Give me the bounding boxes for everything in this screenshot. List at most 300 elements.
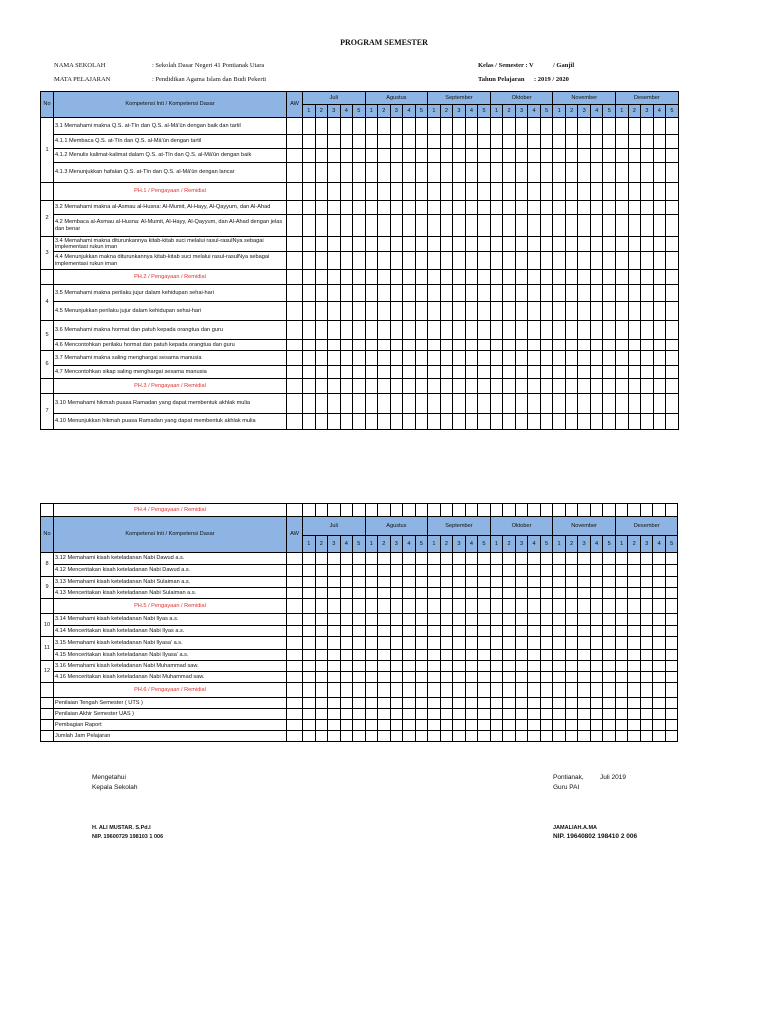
schedule-cell[interactable] <box>465 340 478 351</box>
schedule-cell[interactable] <box>303 599 316 614</box>
schedule-cell[interactable] <box>653 709 666 720</box>
schedule-cell[interactable] <box>390 163 403 183</box>
schedule-cell[interactable] <box>428 577 441 588</box>
schedule-cell[interactable] <box>503 183 516 201</box>
schedule-cell[interactable] <box>378 285 391 302</box>
schedule-cell[interactable] <box>578 565 591 577</box>
schedule-cell[interactable] <box>353 285 366 302</box>
schedule-cell[interactable] <box>515 709 528 720</box>
schedule-cell[interactable] <box>515 504 528 517</box>
schedule-cell[interactable] <box>553 394 566 414</box>
schedule-cell[interactable] <box>565 731 578 742</box>
schedule-cell[interactable] <box>640 661 653 672</box>
schedule-cell[interactable] <box>665 626 678 637</box>
schedule-cell[interactable] <box>565 321 578 340</box>
schedule-cell[interactable] <box>390 553 403 565</box>
schedule-cell[interactable] <box>490 201 503 215</box>
schedule-cell[interactable] <box>478 720 491 731</box>
schedule-cell[interactable] <box>653 183 666 201</box>
schedule-cell[interactable] <box>390 270 403 285</box>
schedule-cell[interactable] <box>287 366 303 379</box>
schedule-cell[interactable] <box>565 215 578 237</box>
schedule-cell[interactable] <box>390 302 403 321</box>
schedule-cell[interactable] <box>540 614 553 626</box>
schedule-cell[interactable] <box>540 252 553 270</box>
schedule-cell[interactable] <box>540 163 553 183</box>
schedule-cell[interactable] <box>428 394 441 414</box>
schedule-cell[interactable] <box>353 379 366 394</box>
schedule-cell[interactable] <box>465 270 478 285</box>
schedule-cell[interactable] <box>540 698 553 709</box>
schedule-cell[interactable] <box>465 252 478 270</box>
schedule-cell[interactable] <box>603 588 616 599</box>
schedule-cell[interactable] <box>565 504 578 517</box>
schedule-cell[interactable] <box>515 672 528 683</box>
schedule-cell[interactable] <box>365 270 378 285</box>
schedule-cell[interactable] <box>553 135 566 149</box>
schedule-cell[interactable] <box>403 731 416 742</box>
schedule-cell[interactable] <box>590 285 603 302</box>
schedule-cell[interactable] <box>628 394 641 414</box>
schedule-cell[interactable] <box>365 183 378 201</box>
schedule-cell[interactable] <box>287 351 303 366</box>
schedule-cell[interactable] <box>465 237 478 252</box>
schedule-cell[interactable] <box>303 698 316 709</box>
schedule-cell[interactable] <box>528 201 541 215</box>
schedule-cell[interactable] <box>528 588 541 599</box>
schedule-cell[interactable] <box>490 599 503 614</box>
schedule-cell[interactable] <box>503 504 516 517</box>
schedule-cell[interactable] <box>403 565 416 577</box>
schedule-cell[interactable] <box>666 237 679 252</box>
schedule-cell[interactable] <box>365 626 378 637</box>
schedule-cell[interactable] <box>465 135 478 149</box>
schedule-cell[interactable] <box>590 637 603 650</box>
schedule-cell[interactable] <box>490 637 503 650</box>
schedule-cell[interactable] <box>590 661 603 672</box>
schedule-cell[interactable] <box>666 135 679 149</box>
schedule-cell[interactable] <box>528 237 541 252</box>
schedule-cell[interactable] <box>403 637 416 650</box>
schedule-cell[interactable] <box>390 731 403 742</box>
schedule-cell[interactable] <box>378 118 391 135</box>
schedule-cell[interactable] <box>478 709 491 720</box>
schedule-cell[interactable] <box>553 183 566 201</box>
schedule-cell[interactable] <box>328 351 341 366</box>
schedule-cell[interactable] <box>390 650 403 661</box>
schedule-cell[interactable] <box>353 340 366 351</box>
schedule-cell[interactable] <box>440 183 453 201</box>
schedule-cell[interactable] <box>528 149 541 163</box>
schedule-cell[interactable] <box>603 183 616 201</box>
schedule-cell[interactable] <box>628 661 641 672</box>
schedule-cell[interactable] <box>565 252 578 270</box>
schedule-cell[interactable] <box>665 504 678 517</box>
schedule-cell[interactable] <box>653 414 666 430</box>
schedule-cell[interactable] <box>340 599 353 614</box>
schedule-cell[interactable] <box>428 683 441 698</box>
schedule-cell[interactable] <box>465 588 478 599</box>
schedule-cell[interactable] <box>465 650 478 661</box>
schedule-cell[interactable] <box>315 672 328 683</box>
schedule-cell[interactable] <box>353 672 366 683</box>
schedule-cell[interactable] <box>540 683 553 698</box>
schedule-cell[interactable] <box>503 698 516 709</box>
schedule-cell[interactable] <box>553 504 566 517</box>
schedule-cell[interactable] <box>415 720 428 731</box>
schedule-cell[interactable] <box>578 637 591 650</box>
schedule-cell[interactable] <box>628 252 641 270</box>
schedule-cell[interactable] <box>503 201 516 215</box>
schedule-cell[interactable] <box>490 720 503 731</box>
schedule-cell[interactable] <box>578 351 591 366</box>
schedule-cell[interactable] <box>653 340 666 351</box>
schedule-cell[interactable] <box>287 340 303 351</box>
schedule-cell[interactable] <box>616 340 629 351</box>
schedule-cell[interactable] <box>490 321 503 340</box>
schedule-cell[interactable] <box>653 351 666 366</box>
schedule-cell[interactable] <box>353 565 366 577</box>
schedule-cell[interactable] <box>528 650 541 661</box>
schedule-cell[interactable] <box>303 720 316 731</box>
schedule-cell[interactable] <box>403 163 416 183</box>
schedule-cell[interactable] <box>340 285 353 302</box>
schedule-cell[interactable] <box>628 709 641 720</box>
schedule-cell[interactable] <box>315 720 328 731</box>
schedule-cell[interactable] <box>378 215 391 237</box>
schedule-cell[interactable] <box>666 351 679 366</box>
schedule-cell[interactable] <box>565 183 578 201</box>
schedule-cell[interactable] <box>615 588 628 599</box>
schedule-cell[interactable] <box>403 626 416 637</box>
schedule-cell[interactable] <box>378 614 391 626</box>
schedule-cell[interactable] <box>528 118 541 135</box>
schedule-cell[interactable] <box>440 394 453 414</box>
schedule-cell[interactable] <box>640 672 653 683</box>
schedule-cell[interactable] <box>553 302 566 321</box>
schedule-cell[interactable] <box>490 340 503 351</box>
schedule-cell[interactable] <box>303 577 316 588</box>
schedule-cell[interactable] <box>603 252 616 270</box>
schedule-cell[interactable] <box>578 163 591 183</box>
schedule-cell[interactable] <box>640 731 653 742</box>
schedule-cell[interactable] <box>340 553 353 565</box>
schedule-cell[interactable] <box>590 504 603 517</box>
schedule-cell[interactable] <box>503 614 516 626</box>
schedule-cell[interactable] <box>303 661 316 672</box>
schedule-cell[interactable] <box>603 379 616 394</box>
schedule-cell[interactable] <box>515 577 528 588</box>
schedule-cell[interactable] <box>578 504 591 517</box>
schedule-cell[interactable] <box>528 366 541 379</box>
schedule-cell[interactable] <box>365 351 378 366</box>
schedule-cell[interactable] <box>365 163 378 183</box>
schedule-cell[interactable] <box>666 366 679 379</box>
schedule-cell[interactable] <box>453 414 466 430</box>
schedule-cell[interactable] <box>453 565 466 577</box>
schedule-cell[interactable] <box>287 201 303 215</box>
schedule-cell[interactable] <box>340 379 353 394</box>
schedule-cell[interactable] <box>328 626 341 637</box>
schedule-cell[interactable] <box>528 626 541 637</box>
schedule-cell[interactable] <box>528 252 541 270</box>
schedule-cell[interactable] <box>628 201 641 215</box>
schedule-cell[interactable] <box>287 321 303 340</box>
schedule-cell[interactable] <box>328 149 341 163</box>
schedule-cell[interactable] <box>540 626 553 637</box>
schedule-cell[interactable] <box>390 215 403 237</box>
schedule-cell[interactable] <box>287 163 303 183</box>
schedule-cell[interactable] <box>328 302 341 321</box>
schedule-cell[interactable] <box>340 135 353 149</box>
schedule-cell[interactable] <box>440 321 453 340</box>
schedule-cell[interactable] <box>603 504 616 517</box>
schedule-cell[interactable] <box>378 599 391 614</box>
schedule-cell[interactable] <box>478 731 491 742</box>
schedule-cell[interactable] <box>303 201 316 215</box>
schedule-cell[interactable] <box>515 351 528 366</box>
schedule-cell[interactable] <box>578 340 591 351</box>
schedule-cell[interactable] <box>340 650 353 661</box>
schedule-cell[interactable] <box>328 270 341 285</box>
schedule-cell[interactable] <box>640 720 653 731</box>
schedule-cell[interactable] <box>340 118 353 135</box>
schedule-cell[interactable] <box>503 351 516 366</box>
schedule-cell[interactable] <box>578 237 591 252</box>
schedule-cell[interactable] <box>353 650 366 661</box>
schedule-cell[interactable] <box>553 149 566 163</box>
schedule-cell[interactable] <box>440 661 453 672</box>
schedule-cell[interactable] <box>528 565 541 577</box>
schedule-cell[interactable] <box>565 285 578 302</box>
schedule-cell[interactable] <box>616 302 629 321</box>
schedule-cell[interactable] <box>615 661 628 672</box>
schedule-cell[interactable] <box>403 302 416 321</box>
schedule-cell[interactable] <box>528 672 541 683</box>
schedule-cell[interactable] <box>378 135 391 149</box>
schedule-cell[interactable] <box>465 504 478 517</box>
schedule-cell[interactable] <box>353 215 366 237</box>
schedule-cell[interactable] <box>565 614 578 626</box>
schedule-cell[interactable] <box>616 215 629 237</box>
schedule-cell[interactable] <box>415 661 428 672</box>
schedule-cell[interactable] <box>615 553 628 565</box>
schedule-cell[interactable] <box>465 118 478 135</box>
schedule-cell[interactable] <box>653 163 666 183</box>
schedule-cell[interactable] <box>503 366 516 379</box>
schedule-cell[interactable] <box>565 637 578 650</box>
schedule-cell[interactable] <box>590 201 603 215</box>
schedule-cell[interactable] <box>465 183 478 201</box>
schedule-cell[interactable] <box>615 720 628 731</box>
schedule-cell[interactable] <box>490 614 503 626</box>
schedule-cell[interactable] <box>628 302 641 321</box>
schedule-cell[interactable] <box>428 270 441 285</box>
schedule-cell[interactable] <box>428 215 441 237</box>
schedule-cell[interactable] <box>390 285 403 302</box>
schedule-cell[interactable] <box>540 366 553 379</box>
schedule-cell[interactable] <box>465 285 478 302</box>
schedule-cell[interactable] <box>590 237 603 252</box>
schedule-cell[interactable] <box>287 698 303 709</box>
schedule-cell[interactable] <box>287 565 303 577</box>
schedule-cell[interactable] <box>365 414 378 430</box>
schedule-cell[interactable] <box>403 340 416 351</box>
schedule-cell[interactable] <box>378 731 391 742</box>
schedule-cell[interactable] <box>378 709 391 720</box>
schedule-cell[interactable] <box>390 672 403 683</box>
schedule-cell[interactable] <box>653 135 666 149</box>
schedule-cell[interactable] <box>603 731 616 742</box>
schedule-cell[interactable] <box>503 215 516 237</box>
schedule-cell[interactable] <box>328 661 341 672</box>
schedule-cell[interactable] <box>287 720 303 731</box>
schedule-cell[interactable] <box>403 252 416 270</box>
schedule-cell[interactable] <box>666 414 679 430</box>
schedule-cell[interactable] <box>490 135 503 149</box>
schedule-cell[interactable] <box>665 565 678 577</box>
schedule-cell[interactable] <box>353 135 366 149</box>
schedule-cell[interactable] <box>328 321 341 340</box>
schedule-cell[interactable] <box>465 626 478 637</box>
schedule-cell[interactable] <box>378 720 391 731</box>
schedule-cell[interactable] <box>315 565 328 577</box>
schedule-cell[interactable] <box>553 588 566 599</box>
schedule-cell[interactable] <box>665 588 678 599</box>
schedule-cell[interactable] <box>665 637 678 650</box>
schedule-cell[interactable] <box>328 599 341 614</box>
schedule-cell[interactable] <box>403 321 416 340</box>
schedule-cell[interactable] <box>515 565 528 577</box>
schedule-cell[interactable] <box>653 650 666 661</box>
schedule-cell[interactable] <box>453 215 466 237</box>
schedule-cell[interactable] <box>340 237 353 252</box>
schedule-cell[interactable] <box>490 661 503 672</box>
schedule-cell[interactable] <box>440 683 453 698</box>
schedule-cell[interactable] <box>515 650 528 661</box>
schedule-cell[interactable] <box>303 302 316 321</box>
schedule-cell[interactable] <box>390 414 403 430</box>
schedule-cell[interactable] <box>415 565 428 577</box>
schedule-cell[interactable] <box>415 599 428 614</box>
schedule-cell[interactable] <box>528 720 541 731</box>
schedule-cell[interactable] <box>315 237 328 252</box>
schedule-cell[interactable] <box>415 379 428 394</box>
schedule-cell[interactable] <box>478 661 491 672</box>
schedule-cell[interactable] <box>603 321 616 340</box>
schedule-cell[interactable] <box>340 183 353 201</box>
schedule-cell[interactable] <box>603 135 616 149</box>
schedule-cell[interactable] <box>303 340 316 351</box>
schedule-cell[interactable] <box>328 414 341 430</box>
schedule-cell[interactable] <box>315 270 328 285</box>
schedule-cell[interactable] <box>590 683 603 698</box>
schedule-cell[interactable] <box>415 553 428 565</box>
schedule-cell[interactable] <box>353 302 366 321</box>
schedule-cell[interactable] <box>415 201 428 215</box>
schedule-cell[interactable] <box>603 149 616 163</box>
schedule-cell[interactable] <box>528 577 541 588</box>
schedule-cell[interactable] <box>440 614 453 626</box>
schedule-cell[interactable] <box>303 270 316 285</box>
schedule-cell[interactable] <box>653 553 666 565</box>
schedule-cell[interactable] <box>365 215 378 237</box>
schedule-cell[interactable] <box>653 504 666 517</box>
schedule-cell[interactable] <box>315 698 328 709</box>
schedule-cell[interactable] <box>653 672 666 683</box>
schedule-cell[interactable] <box>590 366 603 379</box>
schedule-cell[interactable] <box>653 599 666 614</box>
schedule-cell[interactable] <box>465 414 478 430</box>
schedule-cell[interactable] <box>565 340 578 351</box>
schedule-cell[interactable] <box>303 626 316 637</box>
schedule-cell[interactable] <box>378 565 391 577</box>
schedule-cell[interactable] <box>340 720 353 731</box>
schedule-cell[interactable] <box>578 720 591 731</box>
schedule-cell[interactable] <box>578 709 591 720</box>
schedule-cell[interactable] <box>553 698 566 709</box>
schedule-cell[interactable] <box>528 504 541 517</box>
schedule-cell[interactable] <box>628 650 641 661</box>
schedule-cell[interactable] <box>590 321 603 340</box>
schedule-cell[interactable] <box>565 661 578 672</box>
schedule-cell[interactable] <box>616 237 629 252</box>
schedule-cell[interactable] <box>490 379 503 394</box>
schedule-cell[interactable] <box>403 553 416 565</box>
schedule-cell[interactable] <box>528 215 541 237</box>
schedule-cell[interactable] <box>490 270 503 285</box>
schedule-cell[interactable] <box>641 163 654 183</box>
schedule-cell[interactable] <box>565 135 578 149</box>
schedule-cell[interactable] <box>328 340 341 351</box>
schedule-cell[interactable] <box>515 626 528 637</box>
schedule-cell[interactable] <box>641 252 654 270</box>
schedule-cell[interactable] <box>666 285 679 302</box>
schedule-cell[interactable] <box>515 183 528 201</box>
schedule-cell[interactable] <box>565 553 578 565</box>
schedule-cell[interactable] <box>590 215 603 237</box>
schedule-cell[interactable] <box>565 672 578 683</box>
schedule-cell[interactable] <box>540 394 553 414</box>
schedule-cell[interactable] <box>616 163 629 183</box>
schedule-cell[interactable] <box>603 650 616 661</box>
schedule-cell[interactable] <box>287 215 303 237</box>
schedule-cell[interactable] <box>478 565 491 577</box>
schedule-cell[interactable] <box>503 237 516 252</box>
schedule-cell[interactable] <box>453 626 466 637</box>
schedule-cell[interactable] <box>515 321 528 340</box>
schedule-cell[interactable] <box>641 285 654 302</box>
schedule-cell[interactable] <box>540 672 553 683</box>
schedule-cell[interactable] <box>415 351 428 366</box>
schedule-cell[interactable] <box>553 614 566 626</box>
schedule-cell[interactable] <box>415 414 428 430</box>
schedule-cell[interactable] <box>440 650 453 661</box>
schedule-cell[interactable] <box>578 135 591 149</box>
schedule-cell[interactable] <box>628 614 641 626</box>
schedule-cell[interactable] <box>365 340 378 351</box>
schedule-cell[interactable] <box>328 366 341 379</box>
schedule-cell[interactable] <box>365 577 378 588</box>
schedule-cell[interactable] <box>378 661 391 672</box>
schedule-cell[interactable] <box>453 201 466 215</box>
schedule-cell[interactable] <box>665 698 678 709</box>
schedule-cell[interactable] <box>415 731 428 742</box>
schedule-cell[interactable] <box>578 183 591 201</box>
schedule-cell[interactable] <box>665 683 678 698</box>
schedule-cell[interactable] <box>403 698 416 709</box>
schedule-cell[interactable] <box>628 118 641 135</box>
